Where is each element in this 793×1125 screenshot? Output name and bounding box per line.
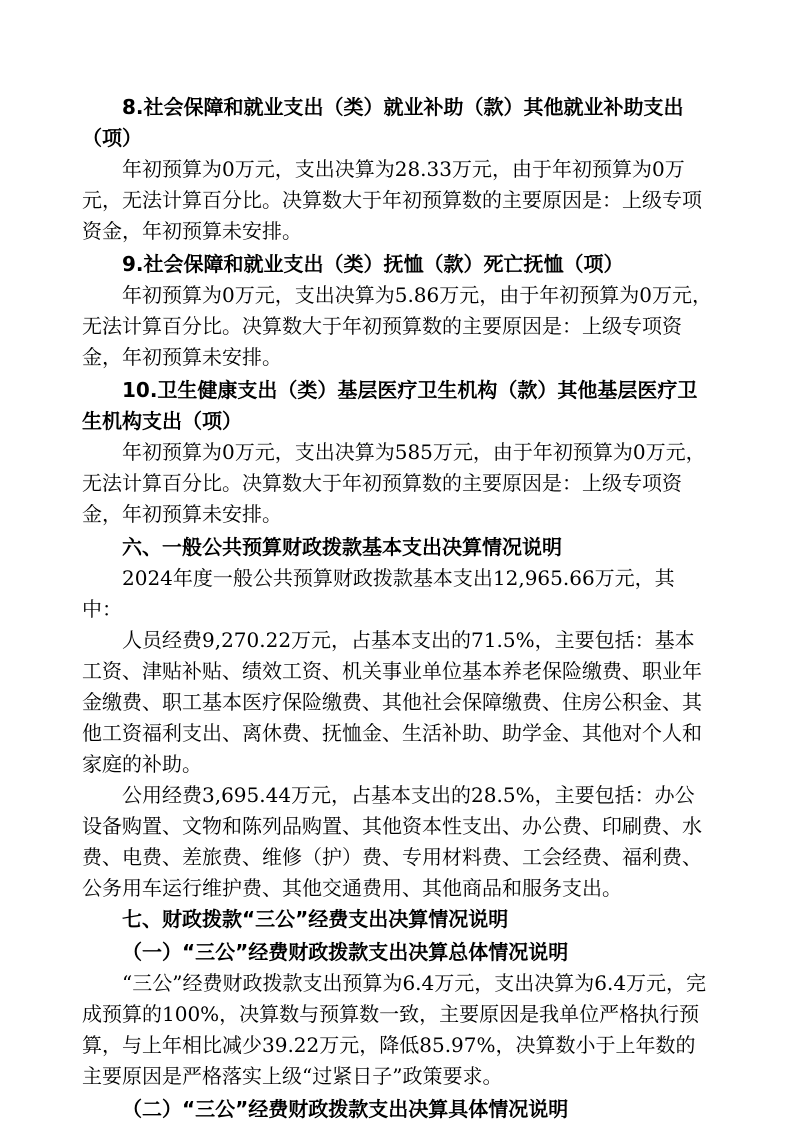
section-heading-6: 六、一般公共预算财政拨款基本支出决算情况说明 bbox=[122, 535, 562, 559]
paragraph-item-10: 年初预算为0万元，支出决算为585万元，由于年初预算为0万元，无法计算百分比。决算数大于年初预算数的主要原因是：上级专项资金，年初预算未安排。 bbox=[82, 440, 706, 526]
paragraph-personnel-expenses: 人员经费9,270.22万元，占基本支出的71.5%，主要包括：基本工资、津贴补贴、绩效工资、机关事业单位基本养老保险缴费、职业年金缴费、职工基本医疗保险缴费、其他社会保障缴费、住房公积金、其他工资福利支出、离休费、抚恤金、生活补助、助学金、其他对个人和家庭的补助。 bbox=[82, 628, 702, 776]
document-page bbox=[82, 92, 714, 1125]
paragraph-basic-expenditure: 2024年度一般公共预算财政拨款基本支出12,965.66万元，其中： bbox=[82, 566, 675, 621]
paragraph-three-public-overall: “三公”经费财政拨款支出预算为6.4万元，支出决算为6.4万元，完成预算的100%，决算数与预算数一致，主要原因是我单位严格执行预算，与上年相比减少39.22万元，降低85.97%，决算数小于上年数的主要原因是严格落实上级“过紧日子”政策要求。 bbox=[82, 971, 707, 1088]
heading-item-10: 10.卫生健康支出（类）基层医疗卫生机构（款）其他基层医疗卫生机构支出（项） bbox=[82, 378, 698, 433]
heading-item-9: 9.社会保障和就业支出（类）抚恤（款）死亡抚恤（项） bbox=[122, 252, 624, 276]
subheading-7-2: （二）“三公”经费财政拨款支出决算具体情况说明 bbox=[122, 1097, 569, 1121]
section-heading-7: 七、财政拨款“三公”经费支出决算情况说明 bbox=[122, 907, 509, 931]
paragraph-public-expenses: 公用经费3,695.44万元，占基本支出的28.5%，主要包括：办公设备购置、文物和陈列品购置、其他资本性支出、办公费、印刷费、水费、电费、差旅费、维修（护）费、专用材料费、工会经费、福利费、公务用车运行维护费、其他交通费用、其他商品和服务支出。 bbox=[82, 783, 702, 900]
paragraph-item-9: 年初预算为0万元，支出决算为5.86万元，由于年初预算为0万元，无法计算百分比。决算数大于年初预算数的主要原因是：上级专项资金，年初预算未安排。 bbox=[82, 283, 712, 369]
subheading-7-1: （一）“三公”经费财政拨款支出决算总体情况说明 bbox=[122, 940, 569, 964]
paragraph-item-8: 年初预算为0万元，支出决算为28.33万元，由于年初预算为0万元，无法计算百分比。决算数大于年初预算数的主要原因是：上级专项资金，年初预算未安排。 bbox=[82, 157, 702, 243]
heading-item-8: 8.社会保障和就业支出（类）就业补助（款）其他就业补助支出（项） bbox=[82, 95, 684, 150]
